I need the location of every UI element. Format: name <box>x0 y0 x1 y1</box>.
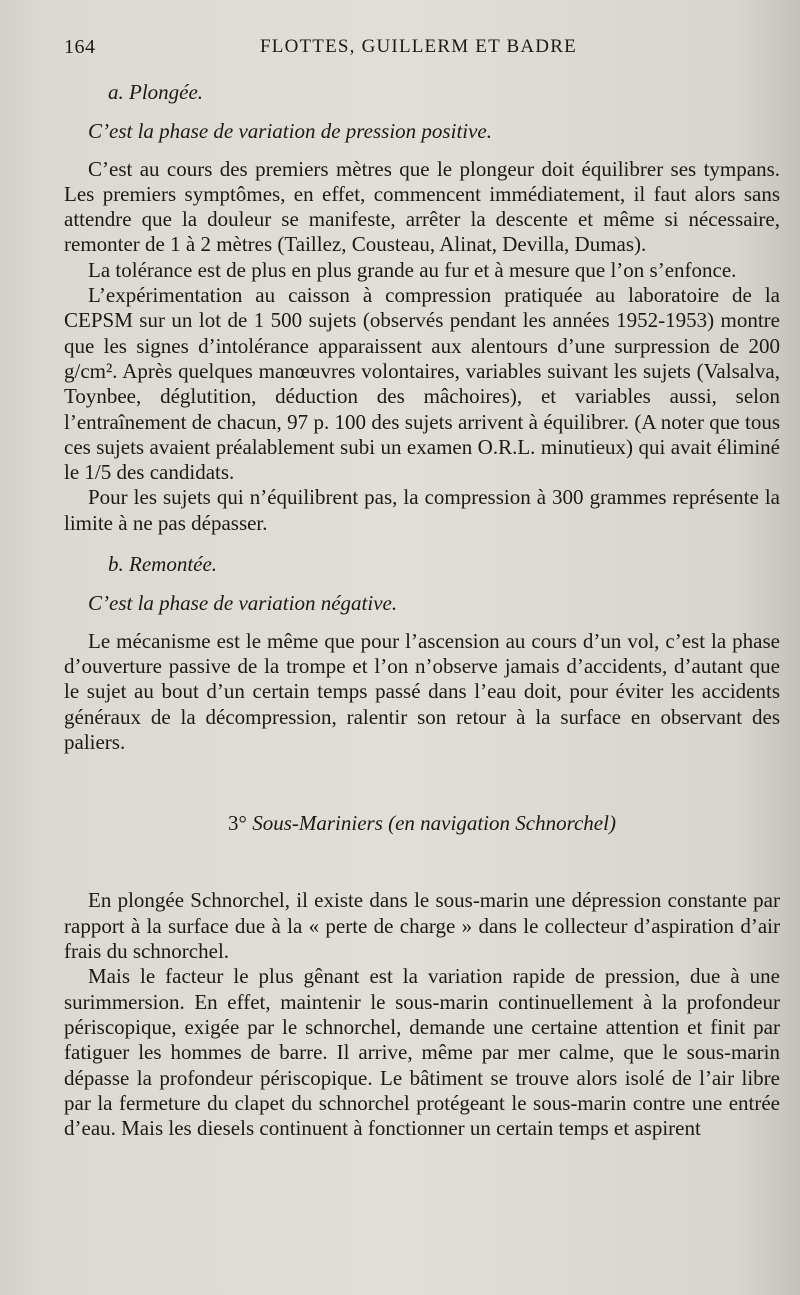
running-head <box>64 36 780 66</box>
section-title-text: Sous-Mariniers (en navigation Schnorchel) <box>252 811 616 836</box>
subsection-heading-remontee <box>108 552 780 577</box>
page-number: 164 <box>64 36 96 58</box>
subsection-title: Plongée. <box>129 80 204 104</box>
subsection-title: Remontée. <box>129 552 218 577</box>
section-number: 3° <box>228 811 247 836</box>
lead-line: C’est la phase de variation de pression positive. <box>88 119 493 144</box>
section-title <box>64 811 780 836</box>
paragraph: L’expérimentation au caisson à compression pratiquée au laboratoire de la CEPSM sur un lot de 1 500 sujets (observés pendant les années 1952-1953) montre que les signes d’intolérance apparaissent aux alentours d’une surpression de 200 g/cm². Après quelques manœuvres volontaires, variables suivant les sujets (Valsalva, Toynbee, déglutition, déduction des mâchoires), et variables aussi, selon l’entraînement de chacun, 97 p. 100 des sujets arrivent à équilibrer. (A noter que tous ces sujets avaient préalablement subi un examen O.R.L. minutieux) qui avait éliminé le 1/5 des candidats. <box>64 283 780 485</box>
paragraph: En plongée Schnorchel, il existe dans le sous-marin une dépression constante par rapport à la surface due à la « perte de charge » dans le collecteur d’aspiration d’air frais du schnorchel. <box>64 888 780 964</box>
lead-line: C’est la phase de variation négative. <box>88 591 398 616</box>
subsection-letter: a. <box>108 80 124 104</box>
subsection-heading-plongee <box>108 80 780 105</box>
paragraph: Le mécanisme est le même que pour l’ascension au cours d’un vol, c’est la phase d’ouverture passive de la trompe et l’on n’observe jamais d’accidents, d’autant que le sujet au bout d’un certain temps passé dans l’eau doit, pour éviter les accidents généraux de la décompression, ralentir son retour à la surface en observant des paliers. <box>64 628 780 754</box>
paragraph: C’est au cours des premiers mètres que le plongeur doit équilibrer ses tympans. Les premiers symptômes, en effet, commencent immédiatement, il faut alors sans attendre que la douleur se manifeste, arrêter la descente et même si nécessaire, remonter de 1 à 2 mètres (Taillez, Cousteau, Alinat, Devilla, Dumas). <box>64 156 780 257</box>
paragraph: La tolérance est de plus en plus grande au fur et à mesure que l’on s’enfonce. <box>88 257 737 282</box>
running-title: FLOTTES, GUILLERM ET BADRE <box>260 36 577 57</box>
paragraph: Pour les sujets qui n’équilibrent pas, la compression à 300 grammes représente la limite à ne pas dépasser. <box>64 485 780 535</box>
paragraph: Mais le facteur le plus gênant est la variation rapide de pression, due à une surimmersion. En effet, maintenir le sous-marin continuellement à la profondeur périscopique, exigée par le schnorchel, demande une certaine attention et finit par fatiguer les hommes de barre. Il arrive, même par mer calme, que le sous-marin dépasse la profondeur périscopique. Le bâtiment se trouve alors isolé de l’air libre par la fermeture du clapet du schnorchel protégeant le sous-marin contre une entrée d’eau. Mais les diesels continuent à fonctionner un certain temps et aspirent <box>64 964 780 1141</box>
page-body <box>64 80 780 1141</box>
subsection-letter: b. <box>108 552 124 577</box>
